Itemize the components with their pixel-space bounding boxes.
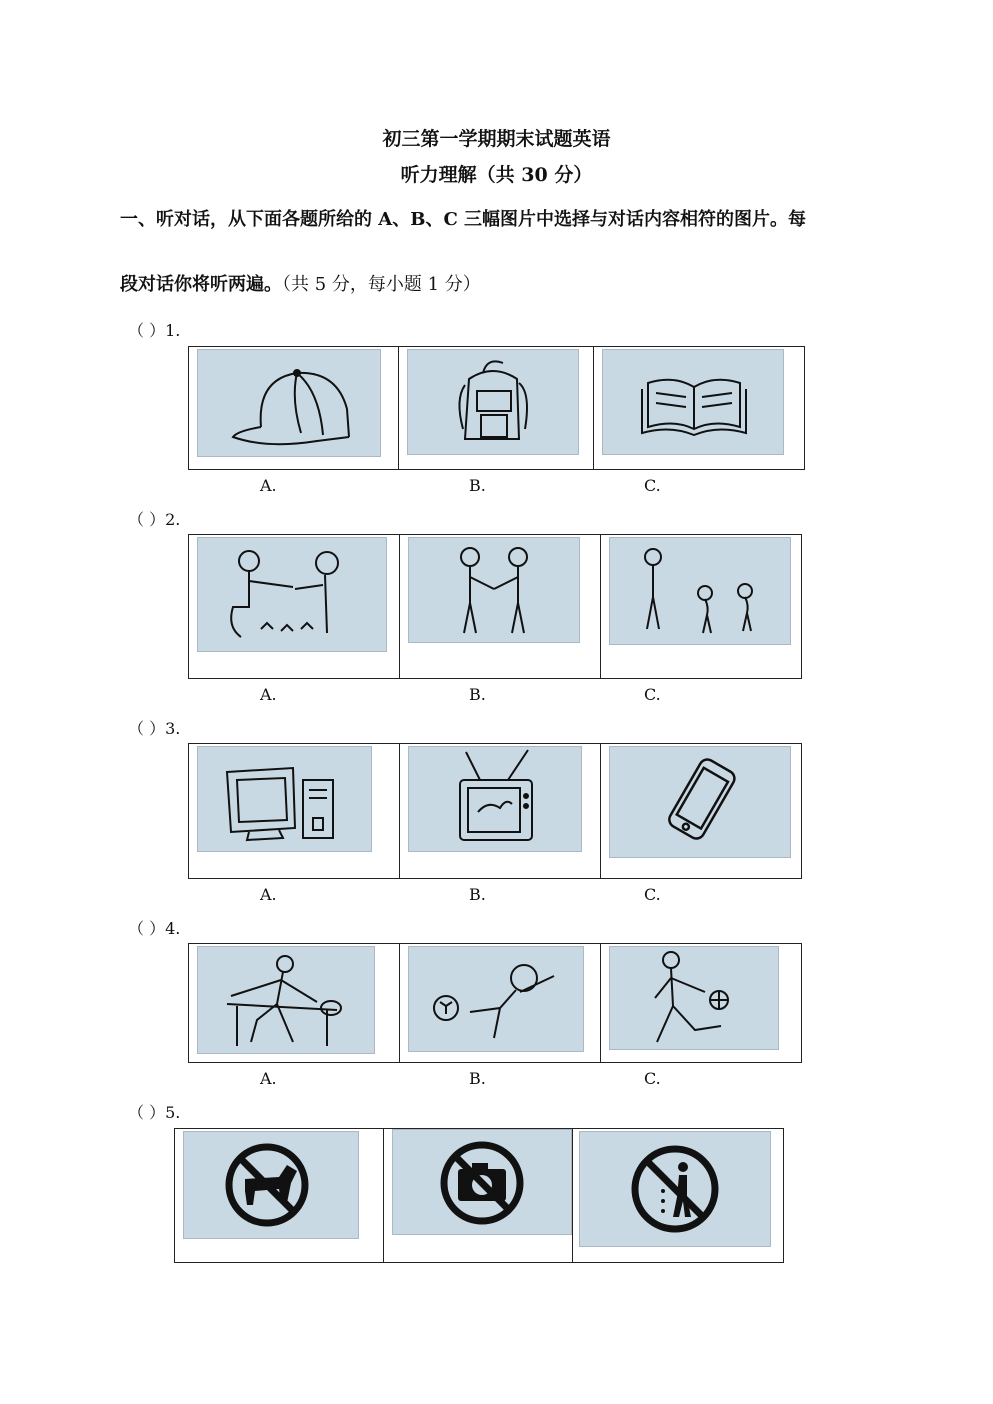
shaking-hands-icon[interactable] [408, 537, 580, 643]
page-subtitle: 听力理解（共 30 分） [400, 164, 593, 186]
no-littering-sign-icon[interactable] [579, 1131, 771, 1247]
television-icon[interactable] [408, 746, 582, 852]
question-number: （ ）4. [128, 919, 181, 938]
question-number: （ ）2. [128, 510, 181, 529]
option-a-label: A. [260, 476, 277, 495]
option-c-label: C. [644, 685, 661, 704]
option-b-label: B. [469, 1069, 486, 1088]
option-a-label: A. [260, 885, 277, 904]
option-c-label: C. [644, 1069, 661, 1088]
no-photography-sign-icon[interactable] [392, 1129, 572, 1235]
question-3-image-table [188, 743, 802, 879]
open-book-icon[interactable] [602, 349, 784, 455]
option-a-label: A. [260, 1069, 277, 1088]
page-title: 初三第一学期期末试题英语 [382, 128, 611, 150]
smartphone-icon[interactable] [609, 746, 791, 858]
section-instruction-line1: 一、听对话，从下面各题所给的 A、B、C 三幅图片中选择与对话内容相符的图片。每 [120, 209, 807, 230]
question-number: （ ）1. [128, 321, 181, 340]
option-c-label: C. [644, 476, 661, 495]
no-dogs-sign-icon[interactable] [183, 1131, 359, 1239]
soccer-icon[interactable] [408, 946, 584, 1052]
option-b-label: B. [469, 885, 486, 904]
question-number: （ ）5. [128, 1103, 181, 1122]
bowing-children-icon[interactable] [609, 537, 791, 645]
question-4-image-table [188, 943, 802, 1063]
option-c-label: C. [644, 885, 661, 904]
option-b-label: B. [469, 685, 486, 704]
question-1-image-table [188, 346, 805, 470]
shaking-hands-adults-icon[interactable] [197, 537, 387, 652]
instruction-bold-part: 段对话你将听两遍。 [120, 274, 282, 295]
desktop-computer-icon[interactable] [197, 746, 372, 852]
option-b-label: B. [469, 476, 486, 495]
question-5-image-table [174, 1128, 784, 1263]
option-a-label: A. [260, 685, 277, 704]
instruction-score-note: （共 5 分，每小题 1 分） [282, 274, 481, 295]
basketball-icon[interactable] [609, 946, 779, 1050]
section-instruction-line2 [120, 270, 481, 296]
cap-icon[interactable] [197, 349, 381, 457]
table-tennis-icon[interactable] [197, 946, 375, 1054]
question-2-image-table [188, 534, 802, 679]
question-number: （ ）3. [128, 719, 181, 738]
backpack-icon[interactable] [407, 349, 579, 455]
